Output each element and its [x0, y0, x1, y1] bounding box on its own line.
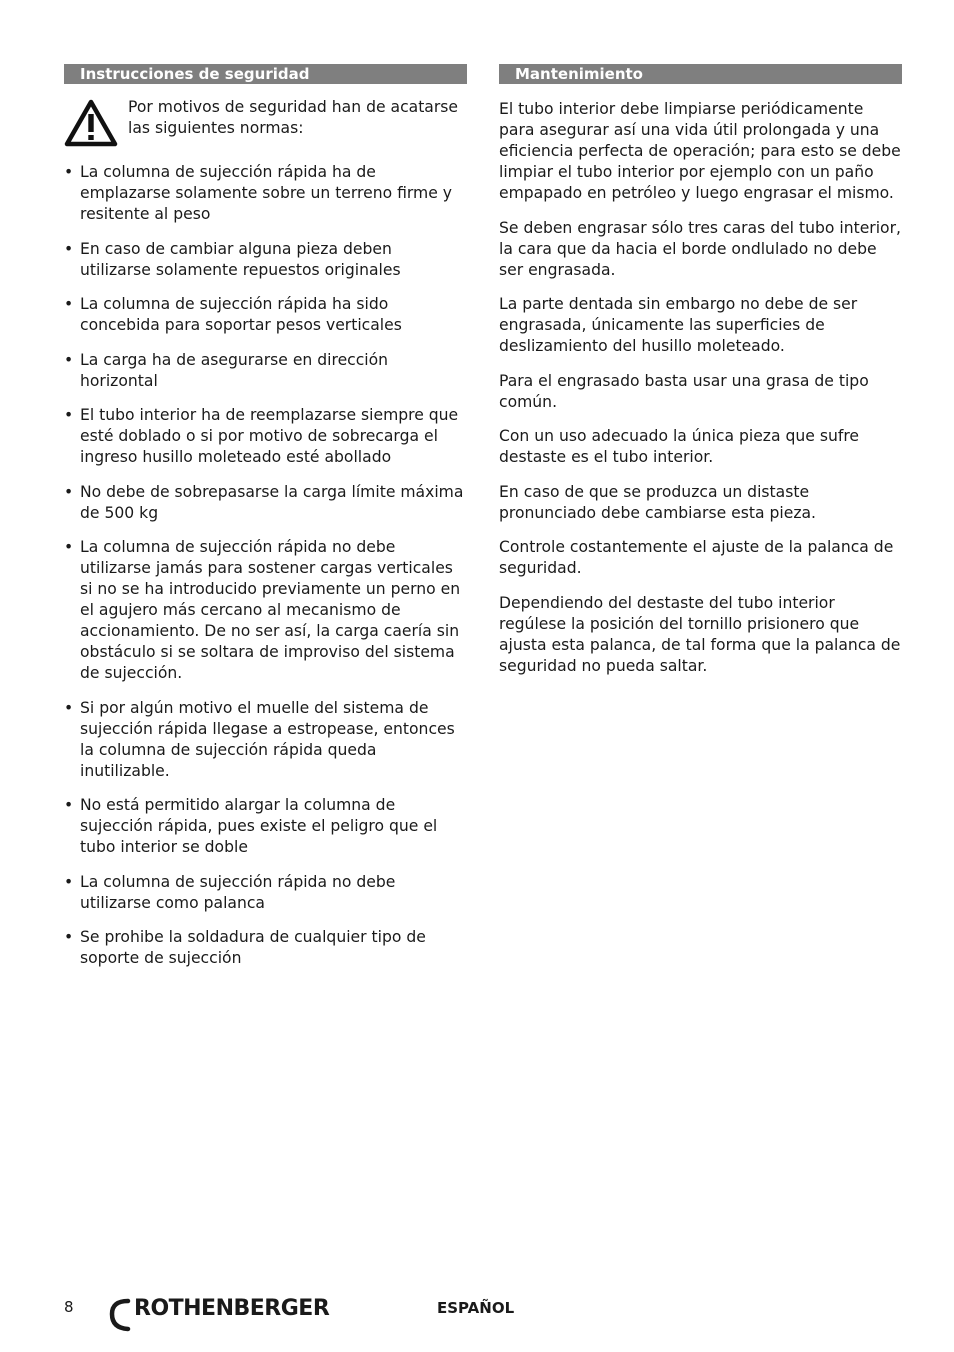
- rothenberger-hook-icon: [106, 1298, 136, 1332]
- list-item: • El tubo interior ha de reemplazarse siempre que esté doblado o si por motivo de sobrecarga el ingreso husillo moleteado esté abollado: [64, 406, 459, 466]
- list-item: • No está permitido alargar la columna de sujección rápida, pues existe el peligro que el tubo interior se doble: [64, 796, 438, 856]
- warning-triangle-icon: [64, 99, 118, 147]
- paragraph: La parte dentada sin embargo no debe de ser engrasada, únicamente las superficies de deslizamiento del husillo moleteado.: [499, 295, 858, 355]
- language-label: ESPAÑOL: [437, 1299, 515, 1317]
- paragraph: Para el engrasado basta usar una grasa de tipo común.: [499, 371, 869, 411]
- list-item: • Se prohibe la soldadura de cualquier tipo de soporte de sujección: [64, 928, 426, 967]
- page-footer: [0, 1296, 954, 1336]
- list-item: • En caso de cambiar alguna pieza deben utilizarse solamente repuestos originales: [64, 239, 401, 279]
- safety-heading: Instrucciones de seguridad: [64, 64, 467, 84]
- list-item: • La columna de sujección rápida no debe utilizarse como palanca: [64, 872, 396, 912]
- paragraph: Se deben engrasar sólo tres caras del tubo interior, la cara que da hacia el borde ondlulado no debe ser engrasada.: [499, 218, 901, 279]
- paragraph: El tubo interior debe limpiarse periódicamente para asegurar así una vida útil prolongada y una eficiencia perfecta de operación; para esto se debe limpiar el tubo interior por ejemplo con un paño empapado en petróleo y luego engrasar el mismo.: [499, 100, 901, 202]
- right-column: [499, 64, 902, 690]
- list-item: • La columna de sujección rápida ha de emplazarse solamente sobre un terreno firme y resitente al peso: [64, 163, 453, 223]
- list-item-text: La columna de sujección rápida no debe utilizarse jamás para sostener cargas verticales si no se ha introducido previamente un perno en el agujero más cercano al mecanismo de accionamiento. De no ser así, la carga caería sin obstáculo si se soltara de improviso del sistema de sujección.: [80, 538, 461, 682]
- brand-name: ROTHENBERGER: [134, 1296, 330, 1321]
- left-column: [64, 64, 467, 983]
- safety-list: [64, 162, 467, 969]
- list-item-text: No debe de sobrepasarse la carga límite máxima de 500 kg: [80, 482, 464, 522]
- list-item-text: La columna de sujección rápida ha de emplazarse solamente sobre un terreno firme y resitente al peso: [80, 163, 453, 223]
- list-item-text: Si por algún motivo el muelle del sistema de sujección rápida llegase a estropease, entonces la columna de sujección rápida queda inutilizable.: [80, 698, 455, 780]
- paragraph: Dependiendo del destaste del tubo interior regúlese la posición del tornillo prisionero que ajusta esta palanca, de tal forma que la palanca de seguridad no pueda saltar.: [499, 593, 901, 675]
- list-item: • Si por algún motivo el muelle del sistema de sujección rápida llegase a estropease, entonces la columna de sujección rápida queda inutilizable.: [64, 698, 455, 780]
- paragraph: Con un uso adecuado la única pieza que sufre destaste es el tubo interior.: [499, 427, 859, 466]
- list-item-text: La carga ha de asegurarse en dirección horizontal: [80, 350, 389, 390]
- list-item-text: No está permitido alargar la columna de sujección rápida, pues existe el peligro que el tubo interior se doble: [80, 796, 438, 856]
- maintenance-heading: Mantenimiento: [499, 64, 902, 84]
- list-item: • La carga ha de asegurarse en dirección horizontal: [64, 350, 389, 390]
- list-item-text: En caso de cambiar alguna pieza deben utilizarse solamente repuestos originales: [80, 239, 401, 279]
- paragraph: Controle costantemente el ajuste de la palanca de seguridad.: [499, 538, 894, 577]
- list-item-text: Se prohibe la soldadura de cualquier tipo de soporte de sujección: [80, 928, 426, 967]
- paragraph: En caso de que se produzca un distaste pronunciado debe cambiarse esta pieza.: [499, 482, 817, 522]
- warning-notice: [64, 97, 467, 149]
- list-item-text: La columna de sujección rápida ha sido concebida para soportar pesos verticales: [80, 295, 402, 334]
- warning-text: Por motivos de seguridad han de acatarse las siguientes normas:: [128, 98, 458, 137]
- list-item: • No debe de sobrepasarse la carga límite máxima de 500 kg: [64, 482, 464, 522]
- list-item-text: La columna de sujección rápida no debe utilizarse como palanca: [80, 872, 396, 912]
- list-item-text: El tubo interior ha de reemplazarse siempre que esté doblado o si por motivo de sobrecarga el ingreso husillo moleteado esté abollado: [80, 406, 459, 466]
- list-item: • La columna de sujección rápida no debe utilizarse jamás para sostener cargas verticales si no se ha introducido previamente un perno en el agujero más cercano al mecanismo de accionamiento. De no ser así, la carga caería sin obstáculo si se soltara de improviso del sistema de sujección.: [64, 538, 461, 682]
- page-number: 8: [64, 1298, 74, 1316]
- list-item: • La columna de sujección rápida ha sido concebida para soportar pesos verticales: [64, 295, 402, 334]
- brand-logo: [106, 1296, 346, 1332]
